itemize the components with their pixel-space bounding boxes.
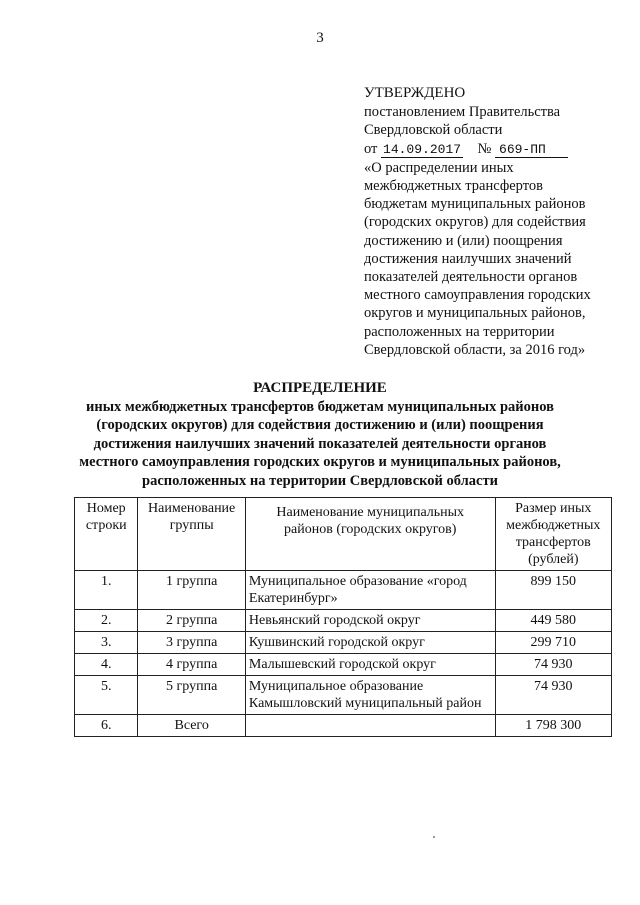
- approval-date-line: [364, 140, 614, 159]
- subject-line: межбюджетных трансфертов: [364, 178, 543, 195]
- header-text: Наименование: [148, 501, 236, 516]
- row-amount: 74 930: [495, 654, 611, 676]
- table-header-row: [75, 498, 612, 571]
- number-sign: №: [477, 140, 492, 157]
- header-municipality: [245, 498, 495, 571]
- row-amount: 899 150: [495, 571, 611, 610]
- row-number: 3.: [75, 632, 138, 654]
- row-municipality: Невьянский городской округ: [245, 610, 495, 632]
- header-row-number: [75, 498, 138, 571]
- row-amount: 299 710: [495, 632, 611, 654]
- page-number: 3: [316, 30, 324, 46]
- row-municipality: Муниципальное образование «город Екатеринбург»: [245, 571, 495, 610]
- approval-line-2: Свердловской области: [364, 122, 503, 139]
- title-line: (городских округов) для содействия достижению и (или) поощрения: [96, 417, 544, 433]
- row-number: 5.: [75, 676, 138, 715]
- table-row: [75, 571, 612, 610]
- date-prefix: от: [364, 140, 378, 157]
- row-group: 3 группа: [138, 632, 246, 654]
- decree-date: 14.09.2017: [383, 141, 462, 157]
- row-amount: 74 930: [495, 676, 611, 715]
- subject-line: округов и муниципальных районов,: [364, 305, 586, 322]
- header-text: трансфертов: [515, 535, 591, 550]
- distribution-table: [74, 497, 612, 737]
- row-municipality: Муниципальное образование Камышловский муниципальный район: [245, 676, 495, 715]
- row-number: 4.: [75, 654, 138, 676]
- row-group: 4 группа: [138, 654, 246, 676]
- row-group: 2 группа: [138, 610, 246, 632]
- row-number: 2.: [75, 610, 138, 632]
- subject-line: Свердловской области, за 2016 год»: [364, 341, 586, 358]
- header-text: Размер иных: [515, 501, 592, 516]
- row-amount: 449 580: [495, 610, 611, 632]
- table-row: [75, 632, 612, 654]
- header-amount: [495, 498, 611, 571]
- subject-line: «О распределении иных: [364, 159, 514, 176]
- header-text: группы: [169, 518, 214, 533]
- row-number: 1.: [75, 571, 138, 610]
- title-main: РАСПРЕДЕЛЕНИЕ: [253, 380, 387, 396]
- subject-line: достижению и (или) поощрения: [364, 232, 563, 249]
- subject-line: бюджетам муниципальных районов: [364, 196, 586, 213]
- header-text: строки: [85, 518, 127, 533]
- table-row: [75, 610, 612, 632]
- header-text: (рублей): [528, 552, 579, 567]
- scan-speck: [433, 836, 435, 838]
- row-municipality: [245, 715, 495, 737]
- header-text: районов (городских округов): [284, 522, 457, 537]
- approval-heading: УТВЕРЖДЕНО: [364, 85, 466, 101]
- subject-line: показателей деятельности органов: [364, 269, 578, 286]
- row-amount: 1 798 300: [495, 715, 611, 737]
- table-row: [75, 676, 612, 715]
- row-number: 6.: [75, 715, 138, 737]
- row-group: 5 группа: [138, 676, 246, 715]
- subject-line: (городских округов) для содействия: [364, 214, 586, 231]
- table-row: [75, 654, 612, 676]
- row-group: Всего: [138, 715, 246, 737]
- table-row-total: [75, 715, 612, 737]
- subject-line: местного самоуправления городских: [364, 287, 591, 304]
- header-text: межбюджетных: [506, 518, 601, 533]
- row-group: 1 группа: [138, 571, 246, 610]
- row-municipality: Кушвинский городской округ: [245, 632, 495, 654]
- header-text: Номер: [86, 501, 126, 516]
- decree-number: 669-ПП: [495, 142, 568, 158]
- title-line: достижения наилучших значений показателей деятельности органов: [93, 435, 547, 452]
- subject-line: достижения наилучших значений: [364, 250, 572, 267]
- approval-block: [364, 84, 614, 359]
- title-line: иных межбюджетных трансфертов бюджетам муниципальных районов: [86, 398, 554, 415]
- document-title: [60, 379, 580, 490]
- subject-line: расположенных на территории: [364, 323, 555, 340]
- approval-line-1: постановлением Правительства: [364, 104, 561, 121]
- row-municipality: Малышевский городской округ: [245, 654, 495, 676]
- title-line: расположенных на территории Свердловской области: [142, 472, 498, 489]
- header-text: Наименование муниципальных: [276, 505, 465, 520]
- title-line: местного самоуправления городских округов и муниципальных районов,: [79, 454, 561, 470]
- header-group-name: [138, 498, 246, 571]
